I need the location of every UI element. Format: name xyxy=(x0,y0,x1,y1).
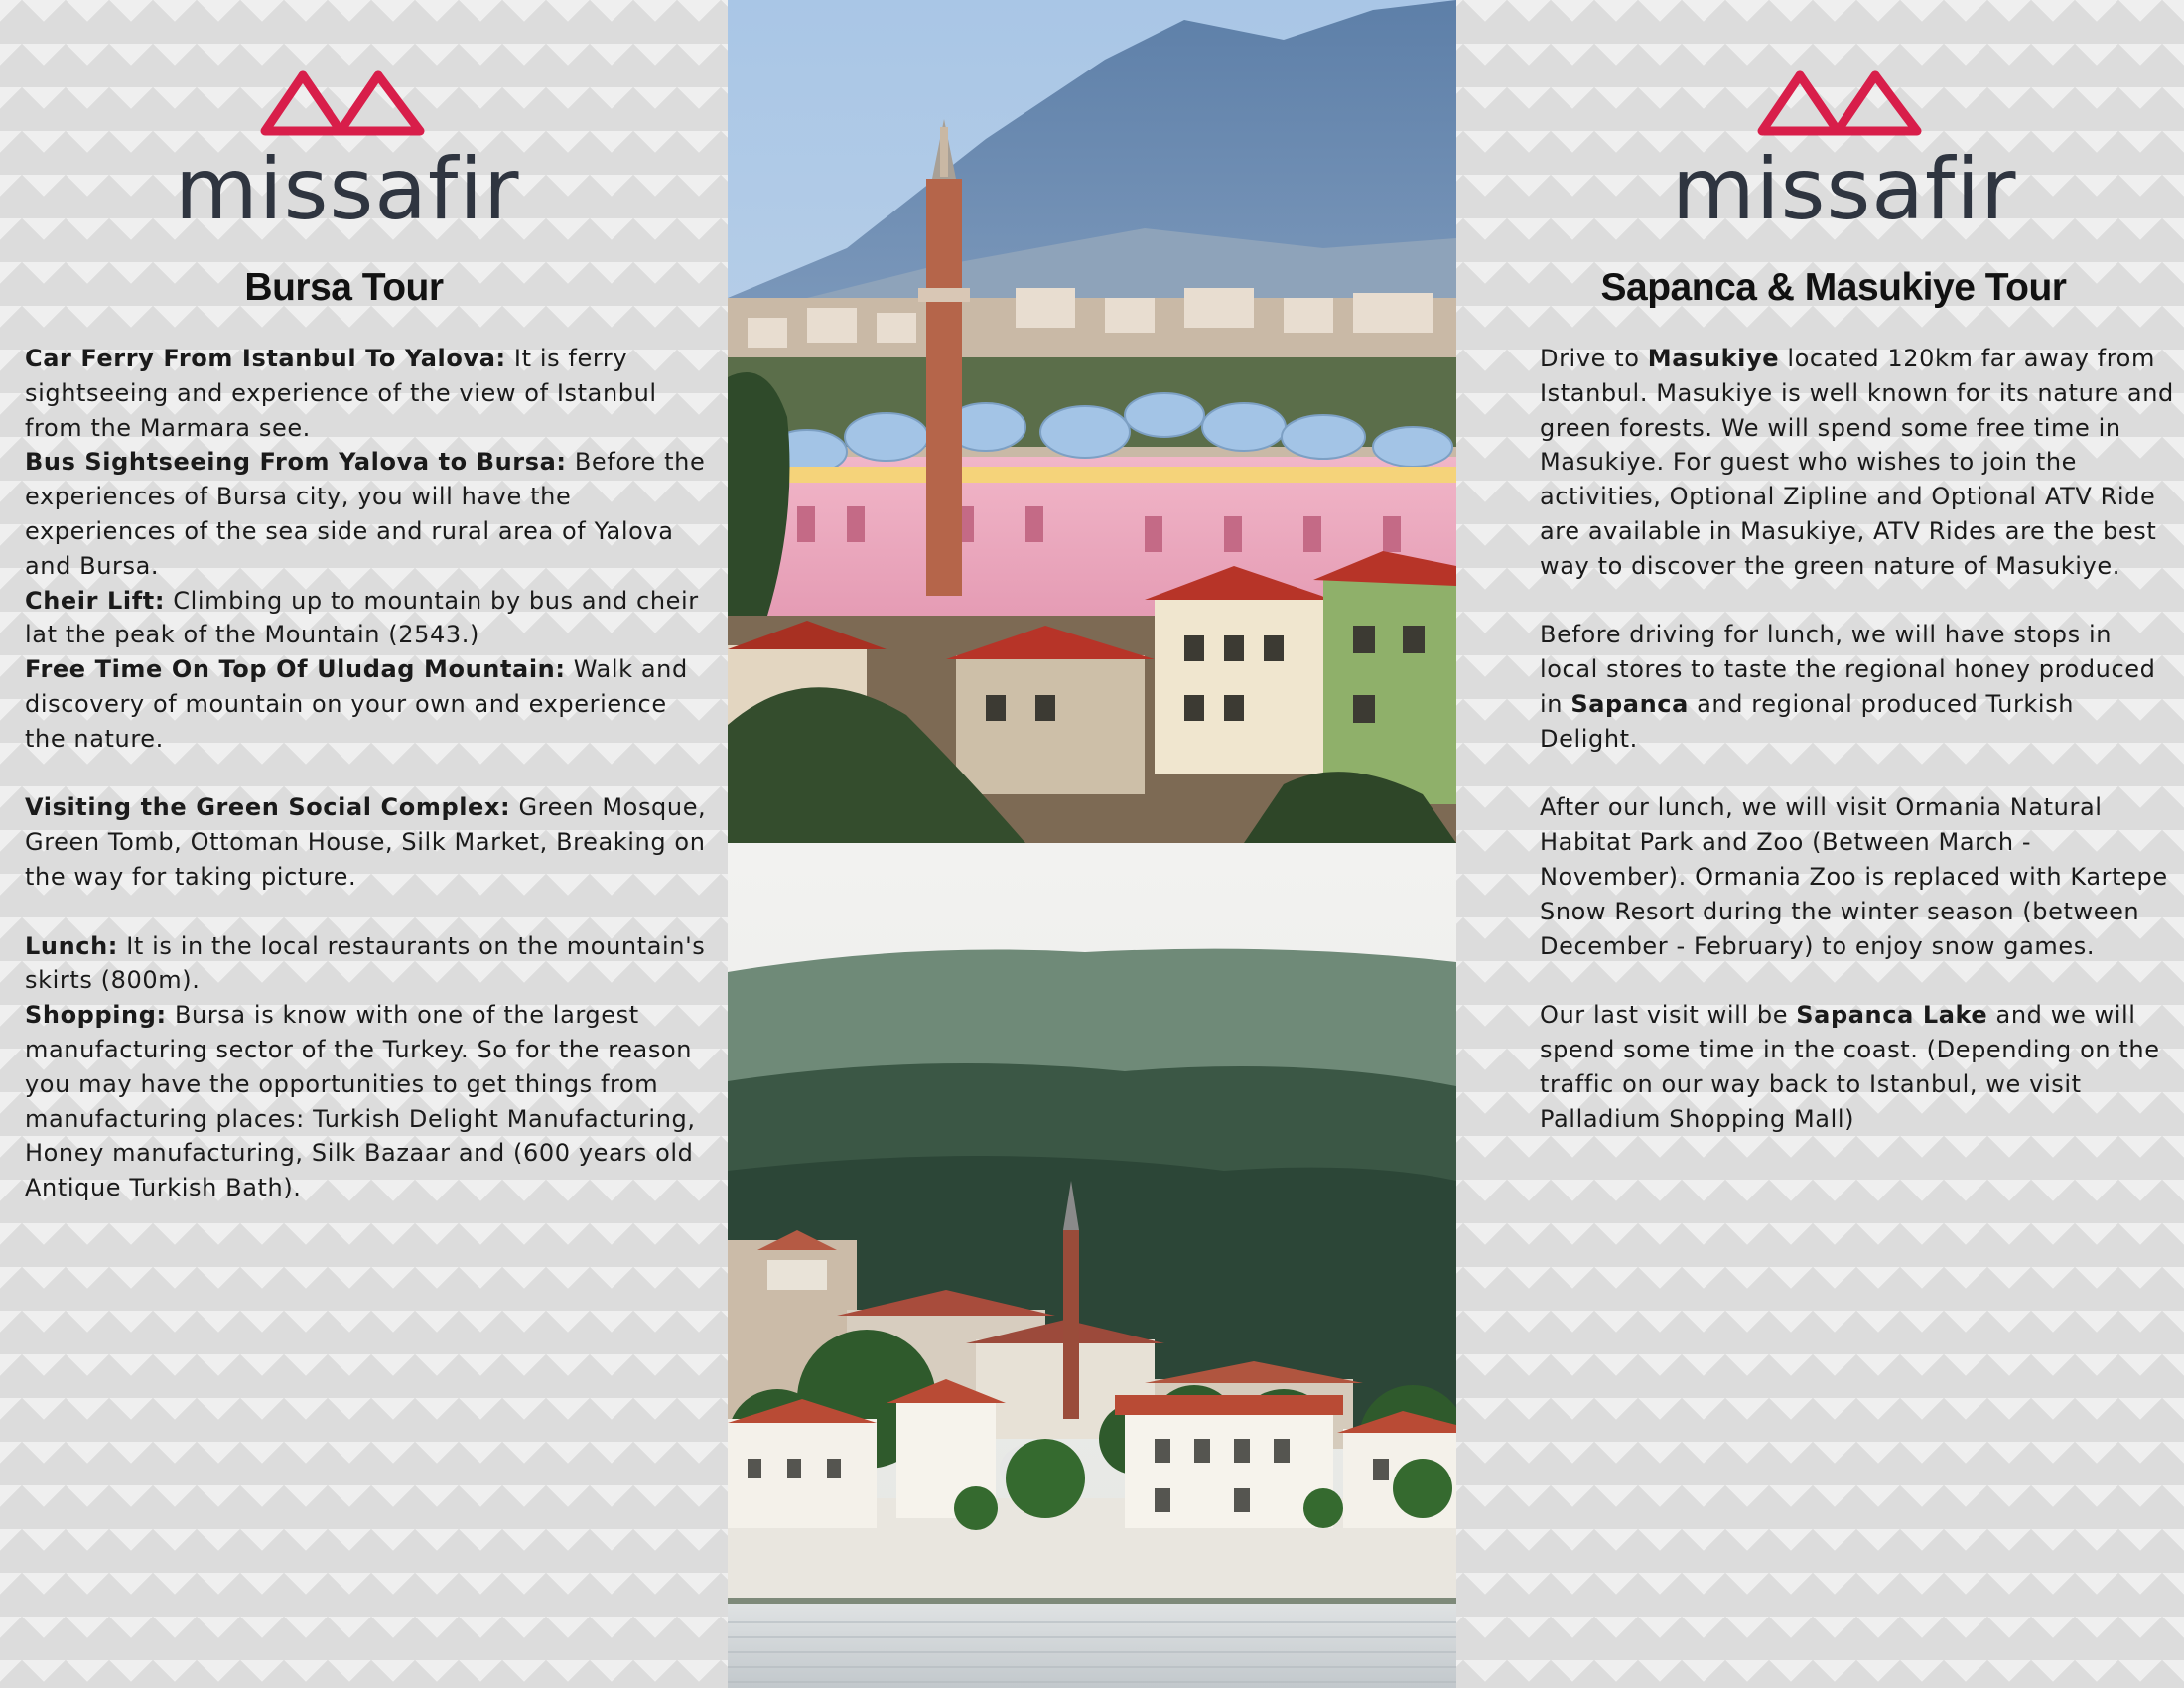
spacer xyxy=(25,895,710,929)
paragraph-local-stores xyxy=(1540,618,2175,756)
brand-wordmark: missafir xyxy=(1672,140,2017,239)
mountain-logo-icon xyxy=(1756,62,1925,139)
paragraph-body: Before the experiences of Bursa city, you will have the experiences of the sea side and rural area of Yalova and Bursa. xyxy=(25,448,706,580)
paragraph-shopping xyxy=(25,998,710,1205)
paragraph-heading: Shopping: xyxy=(25,1001,167,1030)
paragraph-masukiye xyxy=(1540,342,2175,584)
brand-logo xyxy=(175,62,520,240)
paragraph-highlight: Sapanca xyxy=(1570,689,1689,718)
paragraph-car-ferry xyxy=(25,342,710,445)
paragraph-text: and regional produced Turkish Delight. xyxy=(1540,689,2075,753)
paragraph-bus-sightseeing xyxy=(25,445,710,583)
paragraph-sapanca-lake xyxy=(1540,998,2175,1136)
paragraph-heading: Free Time On Top Of Uludag Mountain: xyxy=(25,655,566,684)
paragraph-highlight: Sapanca Lake xyxy=(1796,1001,1988,1030)
photo-column xyxy=(728,0,1456,1688)
paragraph-heading: Bus Sightseeing From Yalova to Bursa: xyxy=(25,448,567,477)
paragraph-text: and we will spend some time in the coast. (Depending on the traffic on our way back to Istanbul, we visit Palladium Shopping Mall) xyxy=(1540,1001,2160,1133)
paragraph-body: It is in the local restaurants on the mountain's skirts (800m). xyxy=(25,931,706,995)
paragraph-heading: Visiting the Green Social Complex: xyxy=(25,793,511,822)
paragraph-ormania-zoo xyxy=(1540,790,2175,963)
paragraph-lunch xyxy=(25,929,710,999)
paragraph-highlight: Masukiye xyxy=(1647,345,1780,372)
paragraph-body: Climbing up to mountain by bus and cheir lat the peak of the Mountain (2543.) xyxy=(25,586,699,649)
paragraph-text: After our lunch, we will visit Ormania Natural Habitat Park and Zoo (Between March - November). Ormania Zoo is replaced with Kartepe Snow Resort during the winter season (between December - February) to enjoy snow games. xyxy=(1540,793,2168,960)
paragraph-heading: Car Ferry From Istanbul To Yalova: xyxy=(25,345,506,372)
sapanca-lake-photo xyxy=(728,843,1456,1688)
paragraph-body: Green Mosque, Green Tomb, Ottoman House, Silk Market, Breaking on the way for taking picture. xyxy=(25,793,707,891)
paragraph-heading: Lunch: xyxy=(25,931,118,960)
paragraph-body: Bursa is know with one of the largest manufacturing sector of the Turkey. So for the reason you may have the opportunities to get things from manufacturing places: Turkish Delight Manufacturing, Honey manufacturing, Silk Bazaar and (600 years old Antique Turkish Bath). xyxy=(25,1001,696,1202)
spacer xyxy=(1540,757,2175,791)
paragraph-green-complex xyxy=(25,790,710,894)
paragraph-text: located 120km far away from Istanbul. Masukiye is well known for its nature and green forests. We will spend some free time in Masukiye. For guest who wishes to join the activities, Optional Zipline and Optional ATV Ride are available in Masukiye, ATV Rides are the best way to discover the green nature of Masukiye. xyxy=(1540,345,2174,580)
sapanca-tour-description xyxy=(1540,342,2175,1136)
brand-wordmark: missafir xyxy=(175,140,520,239)
sapanca-tour-title: Sapanca & Masukiye Tour xyxy=(1600,266,2067,309)
paragraph-text: Before driving for lunch, we will have stops in local stores to taste the regional honey produced in xyxy=(1540,621,2156,718)
spacer xyxy=(25,757,710,791)
paragraph-text: Our last visit will be xyxy=(1540,1001,1797,1030)
left-panel xyxy=(0,0,728,1688)
paragraph-body: Walk and discovery of mountain on your own and experience the nature. xyxy=(25,655,688,753)
paragraph-body: It is ferry sightseeing and experience of the view of Istanbul from the Marmara see. xyxy=(25,345,657,442)
brand-logo xyxy=(1672,62,2017,240)
paragraph-text: Drive to xyxy=(1540,345,1648,372)
bursa-mosque-photo xyxy=(728,0,1456,843)
paragraph-heading: Cheir Lift: xyxy=(25,586,166,615)
mountain-logo-icon xyxy=(259,62,428,139)
paragraph-cheir-lift xyxy=(25,584,710,653)
spacer xyxy=(1540,584,2175,619)
right-panel xyxy=(1456,0,2184,1688)
paragraph-free-time xyxy=(25,652,710,756)
spacer xyxy=(1540,963,2175,998)
bursa-tour-title: Bursa Tour xyxy=(244,266,444,309)
bursa-tour-description xyxy=(25,342,710,1205)
